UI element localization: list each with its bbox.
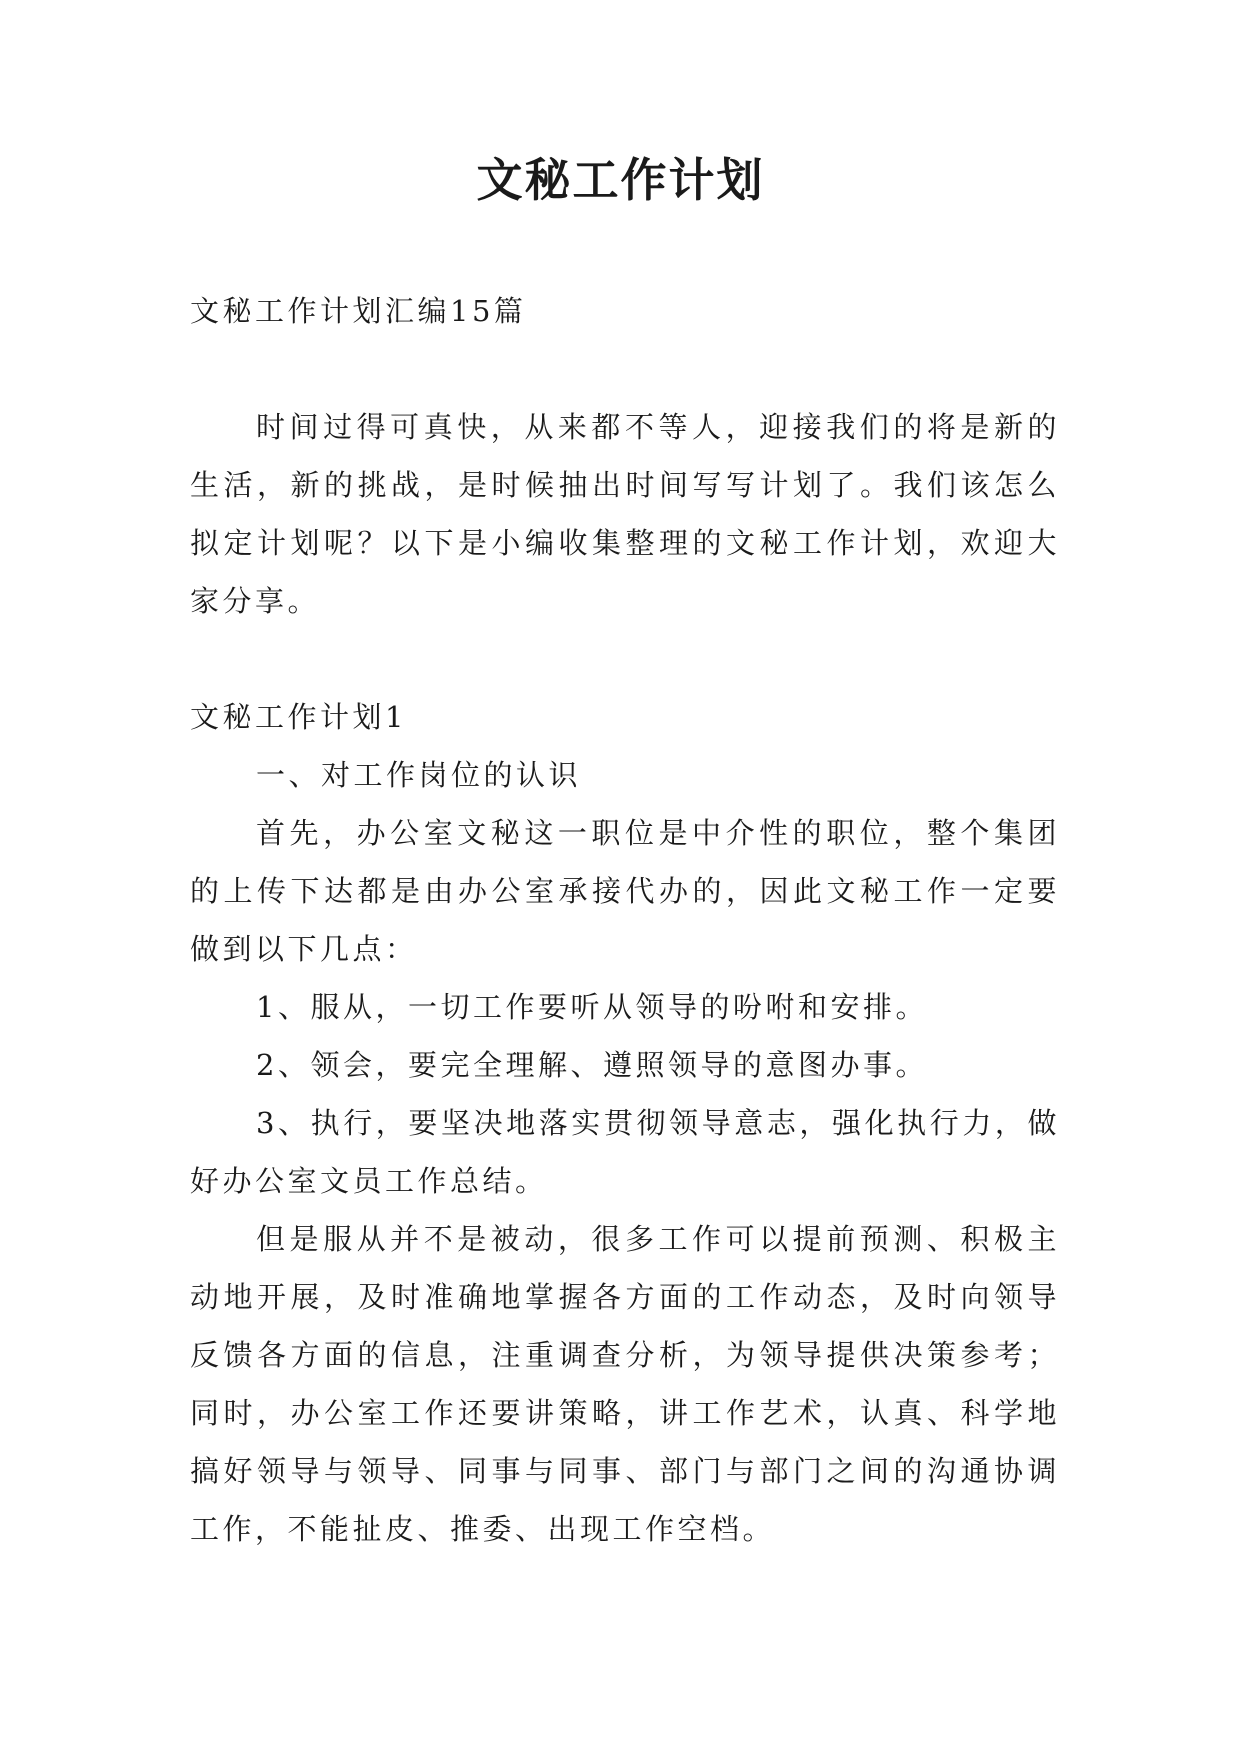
list-item: 2、领会，要完全理解、遵照领导的意图办事。 xyxy=(256,1048,928,1082)
list-item: 3、执行，要坚决地落实贯彻领导意志，强化执行力，做好办公室文员工作总结。 xyxy=(190,1106,1060,1198)
body-paragraph: 首先，办公室文秘这一职位是中介性的职位，整个集团的上传下达都是由办公室承接代办的，因此文秘工作一定要做到以下几点： xyxy=(190,816,1060,966)
document-subtitle: 文秘工作计划汇编15篇 xyxy=(190,294,527,328)
item-heading: 一、对工作岗位的认识 xyxy=(256,758,582,792)
intro-paragraph: 时间过得可真快，从来都不等人，迎接我们的将是新的生活，新的挑战，是时候抽出时间写写计划了。我们该怎么拟定计划呢？以下是小编收集整理的文秘工作计划，欢迎大家分享。 xyxy=(190,410,1060,618)
document-title: 文秘工作计划 xyxy=(476,153,765,207)
section-heading: 文秘工作计划1 xyxy=(190,700,407,734)
body-paragraph: 但是服从并不是被动，很多工作可以提前预测、积极主动地开展，及时准确地掌握各方面的工作动态，及时向领导反馈各方面的信息，注重调查分析，为领导提供决策参考；同时，办公室工作还要讲策略，讲工作艺术，认真、科学地搞好领导与领导、同事与同事、部门与部门之间的沟通协调工作，不能扯皮、推委、出现工作空档。 xyxy=(190,1222,1060,1546)
document-body xyxy=(190,282,1060,1558)
list-item: 1、服从，一切工作要听从领导的吩咐和安排。 xyxy=(256,990,928,1024)
